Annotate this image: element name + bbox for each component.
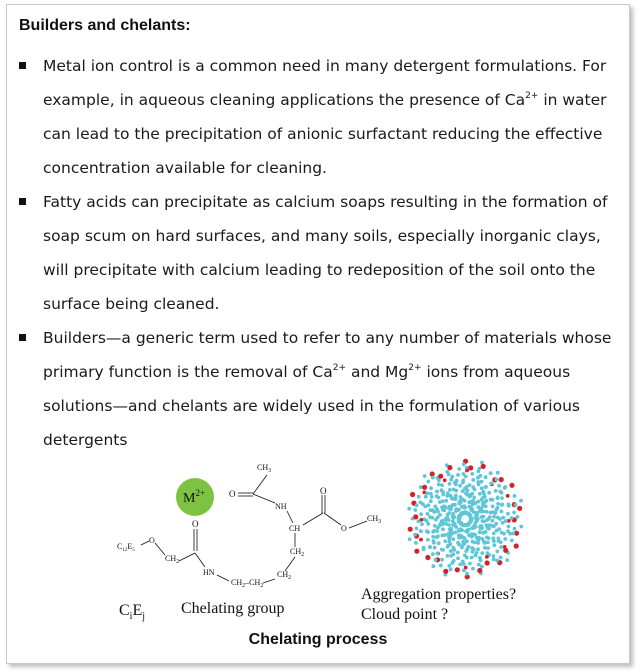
micelle-bead	[454, 489, 458, 493]
micelle-bead	[489, 482, 493, 486]
oxygen-label: O	[320, 486, 327, 496]
micelle-bead	[448, 527, 452, 531]
micelle-bead	[468, 465, 473, 470]
micelle-bead	[462, 463, 466, 467]
micelle-bead	[413, 533, 417, 537]
micelle-bead	[438, 513, 442, 517]
bullet-text: Builders—a generic term used to refer to any number of materials whose primary function is the removal of Ca	[43, 329, 612, 381]
micelle-bead	[440, 483, 444, 487]
micelle-bead	[461, 560, 465, 564]
micelle-bead	[417, 495, 421, 499]
micelle-bead	[413, 514, 418, 519]
micelle-bead	[440, 558, 444, 562]
oxygen-label: O	[341, 524, 347, 533]
micelle-bead	[439, 564, 443, 568]
micelle-bead	[449, 549, 453, 553]
micelle-bead	[457, 534, 461, 538]
superscript: 2+	[525, 91, 539, 101]
micelle-bead	[475, 516, 479, 520]
micelle-bead	[461, 481, 465, 485]
micelle-bead	[468, 562, 472, 566]
micelle-bead	[413, 508, 417, 512]
micelle-bead	[434, 558, 438, 562]
micelle-bead	[500, 510, 504, 514]
micelle-bead	[500, 496, 504, 500]
micelle-bead	[485, 536, 489, 540]
bullet-text: and Mg	[346, 363, 409, 381]
micelle-bead	[499, 477, 504, 482]
micelle-bead	[472, 496, 476, 500]
micelle-bead	[499, 556, 503, 560]
micelle-bead	[422, 485, 427, 490]
micelle-bead	[509, 483, 514, 488]
micelle-bead	[496, 496, 500, 500]
micelle-bead	[457, 508, 461, 512]
micelle-bead	[500, 531, 504, 535]
micelle-bead	[457, 528, 461, 532]
micelle-bead	[432, 539, 436, 543]
micelle-bead	[433, 505, 437, 509]
micelle-bead	[446, 554, 450, 558]
micelle-bead	[506, 512, 510, 516]
micelle-bead	[480, 486, 484, 490]
micelle-bead	[426, 538, 430, 542]
micelle-bead	[492, 558, 496, 562]
micelle-bead	[494, 511, 498, 515]
micelle-bead	[501, 516, 505, 520]
micelle-bead	[414, 549, 419, 554]
micelle-bead	[422, 548, 426, 552]
ch3-right-label: $CH_3$	[367, 514, 382, 525]
micelle-bead	[500, 491, 504, 495]
micelle-bead	[513, 527, 517, 531]
micelle-bead	[443, 569, 448, 574]
micelle-bead	[463, 554, 467, 558]
micelle-bead	[445, 494, 449, 498]
bullet-item-metal-ion	[17, 49, 623, 185]
micelle-bead	[476, 476, 480, 480]
micelle-bead	[458, 484, 462, 488]
micelle-bead	[425, 555, 430, 560]
micelle-bead	[497, 539, 501, 543]
micelle-bead	[483, 495, 487, 499]
micelle-bead	[444, 522, 448, 526]
micelle-bead	[451, 519, 455, 523]
chelating-process-figure	[95, 451, 555, 631]
micelle-bead	[458, 563, 462, 567]
micelle-bead	[489, 498, 493, 502]
micelle-bead	[495, 478, 499, 482]
micelle-bead	[449, 494, 453, 498]
superscript: 2+	[408, 363, 422, 373]
bullet-text: in water can lead to the precipitation of anionic surfactant reducing the effective concentration available for cleaning.	[43, 91, 607, 177]
micelle-bead	[437, 541, 441, 545]
micelle-bead	[437, 479, 441, 483]
ch3-top-label: $CH_3$	[257, 463, 272, 474]
micelle-bead	[443, 533, 447, 537]
micelle-bead	[414, 541, 418, 545]
micelle-bead	[513, 494, 517, 498]
micelle-bead	[478, 556, 482, 560]
micelle-bead	[455, 479, 459, 483]
cloud-point-label: Cloud point ?	[361, 606, 449, 623]
square-bullet-icon	[19, 198, 26, 205]
micelle-bead	[419, 529, 423, 533]
micelle-bead	[423, 474, 427, 478]
micelle-bead	[447, 511, 451, 515]
micelle-bead	[476, 547, 480, 551]
micelle-bead	[433, 524, 437, 528]
micelle-bead	[456, 541, 460, 545]
figure-caption: Chelating process	[248, 631, 388, 648]
micelle-bead	[473, 501, 477, 505]
micelle-bead	[443, 478, 447, 482]
micelle-bead	[448, 482, 452, 486]
ch2-label: $CH_2$	[165, 554, 180, 565]
micelle-bead	[464, 566, 468, 570]
micelle-bead	[429, 499, 433, 503]
micelle-bead	[431, 552, 435, 556]
micelle-bead	[420, 522, 424, 526]
micelle-bead	[421, 502, 425, 506]
micelle-bead	[447, 564, 451, 568]
micelle-bead	[486, 551, 490, 555]
micelle-bead	[471, 567, 475, 571]
micelle-bead	[490, 524, 494, 528]
micelle-bead	[507, 503, 511, 507]
micelle-bead	[480, 551, 484, 555]
micelle-bead	[415, 527, 419, 531]
micelle-bead	[503, 485, 507, 489]
micelle-bead	[428, 545, 432, 549]
micelle-bead	[499, 545, 503, 549]
micelle-bead	[435, 552, 439, 556]
micelle-bead	[505, 558, 509, 562]
micelle-bead	[519, 499, 523, 503]
micelle-bead	[491, 505, 495, 509]
bullet-item-builders	[17, 321, 623, 457]
micelle-bead	[489, 511, 493, 515]
micelle-bead	[465, 469, 469, 473]
micelle-bead	[470, 526, 474, 530]
micelle-bead	[477, 563, 481, 567]
micelle-bead	[500, 503, 504, 507]
micelle-bead	[430, 495, 434, 499]
micelle-bead	[410, 492, 415, 497]
micelle-bead	[478, 525, 482, 529]
micelle-bead	[487, 527, 491, 531]
micelle-bead	[496, 502, 500, 506]
micelle-bead	[494, 489, 498, 493]
bullet-text: ions from aqueous solutions—and chelants are widely used in the formulation of various detergents	[43, 363, 580, 449]
micelle-bead	[453, 503, 457, 507]
micelle-bead	[503, 548, 508, 553]
micelle-bead	[485, 510, 489, 514]
oxygen-label: O	[149, 536, 155, 545]
micelle-bead	[469, 493, 473, 497]
micelle-bead	[493, 543, 497, 547]
micelle-bead	[447, 465, 452, 470]
micelle-bead	[470, 472, 474, 476]
metal-ion-label: $M^{2+}$	[183, 488, 206, 506]
micelle-bead	[468, 483, 472, 487]
micelle-bead	[408, 527, 413, 532]
micelle-bead	[510, 516, 514, 520]
micelle-bead	[419, 538, 423, 542]
micelle-bead	[492, 515, 496, 519]
micelle-bead	[496, 550, 500, 554]
micelle-bead	[444, 516, 448, 520]
micelle-bead	[484, 485, 488, 489]
micelle-bead	[426, 530, 430, 534]
micelle-bead	[477, 568, 482, 573]
micelle-bead	[517, 506, 522, 511]
micelle-bead	[483, 546, 487, 550]
micelle-bead	[433, 546, 437, 550]
bullet-item-fatty-acids	[17, 185, 623, 321]
micelle-bead	[452, 552, 456, 556]
micelle-bead	[471, 478, 475, 482]
square-bullet-icon	[19, 62, 26, 69]
micelle-bead	[475, 551, 479, 555]
micelle-bead	[486, 541, 490, 545]
micelle-bead	[461, 540, 465, 544]
bullet-text: Metal ion control is a common need in many detergent formulations. For example, in aqueous cleaning applications the presence of Ca	[43, 57, 607, 109]
micelle-bead	[430, 516, 434, 520]
micelle-bead	[471, 533, 475, 537]
micelle-bead	[485, 523, 489, 527]
micelle-bead	[514, 543, 519, 548]
micelle-bead	[427, 480, 431, 484]
micelle-bead	[431, 508, 435, 512]
micelle-bead	[467, 533, 471, 537]
micelle-bead	[495, 559, 499, 563]
micelle-bead	[506, 529, 510, 533]
micelle-bead	[465, 572, 469, 576]
micelle-bead	[452, 559, 456, 563]
micelle-bead	[451, 537, 455, 541]
micelle-bead	[514, 503, 518, 507]
micelle-bead	[447, 472, 451, 476]
micelle-bead	[511, 532, 515, 536]
micelle-bead	[425, 491, 429, 495]
micelle-bead	[466, 489, 470, 493]
micelle-bead	[503, 537, 507, 541]
cie-label: $C_iE_j$	[119, 602, 146, 622]
micelle-bead	[449, 478, 453, 482]
micelle-bead	[516, 515, 520, 519]
section-heading: Builders and chelants:	[19, 17, 191, 34]
micelle-bead	[482, 515, 486, 519]
micelle-bead	[486, 517, 490, 521]
micelle-bead	[443, 505, 447, 509]
micelle-bead	[455, 567, 460, 572]
micelle-bead	[481, 464, 486, 469]
micelle-bead	[407, 507, 411, 511]
micelle-bead	[457, 467, 461, 471]
micelle-bead	[448, 488, 452, 492]
micelle-bead	[469, 515, 473, 519]
micelle-bead	[431, 476, 435, 480]
micelle-bead	[471, 550, 475, 554]
micelle-bead	[478, 530, 482, 534]
micelle-bead	[441, 499, 445, 503]
micelle-bead	[431, 535, 435, 539]
micelle-bead	[419, 512, 423, 516]
micelle-bead	[425, 519, 429, 523]
micelle-bead	[506, 494, 510, 498]
ch2-label: $CH_2$	[277, 570, 292, 581]
micelle-bead	[489, 471, 493, 475]
micelle-bead	[446, 544, 450, 548]
micelle-bead	[507, 525, 511, 529]
micelle-bead	[454, 495, 458, 499]
micelle-bead	[464, 529, 468, 533]
micelle-bead	[490, 519, 494, 523]
micelle-bead	[426, 512, 430, 516]
bullet-text: Fatty acids can precipitate as calcium soaps resulting in the formation of soap scum on hard surfaces, and many soils, especially inorganic clays, will precipitate with calcium leading to redeposition of the soil onto the surface being cleaned.	[43, 193, 608, 313]
oxygen-label: O	[229, 489, 236, 499]
micelle-bead	[471, 540, 475, 544]
micelle-bead	[432, 564, 436, 568]
micelle-bead	[415, 504, 419, 508]
superscript: 2+	[332, 363, 347, 373]
nh-label: NH	[275, 502, 287, 511]
content-card	[6, 4, 630, 664]
micelle-bead	[492, 532, 496, 536]
micelle-bead	[495, 529, 499, 533]
micelle-bead	[477, 483, 481, 487]
micelle-bead	[408, 537, 412, 541]
micelle-bead	[456, 556, 460, 560]
micelle-bead	[510, 539, 514, 543]
square-bullet-icon	[19, 334, 26, 341]
micelle-bead	[454, 483, 458, 487]
micelle-bead	[441, 527, 445, 531]
micelle-bead	[485, 560, 490, 565]
micelle-bead	[459, 501, 463, 505]
micelle-illustration	[407, 459, 523, 580]
micelle-bead	[483, 500, 487, 504]
micelle-bead	[481, 519, 485, 523]
micelle-bead	[473, 488, 477, 492]
c12e5-label: $C_{12}E_5$	[117, 542, 135, 553]
micelle-bead	[437, 483, 441, 487]
micelle-bead	[452, 546, 456, 550]
micelle-bead	[475, 536, 479, 540]
micelle-bead	[487, 491, 491, 495]
micelle-bead	[424, 495, 428, 499]
micelle-bead	[419, 518, 423, 522]
micelle-bead	[463, 499, 467, 503]
chelating-group-label: Chelating group	[181, 600, 285, 617]
ch2-ch2-label: $CH_2-CH_2$	[231, 578, 264, 589]
ch-label: CH	[289, 524, 301, 533]
micelle-bead	[484, 504, 488, 508]
micelle-bead	[436, 496, 440, 500]
micelle-bead	[456, 551, 460, 555]
micelle-bead	[436, 534, 440, 538]
micelle-bead	[496, 471, 500, 475]
micelle-bead	[480, 480, 484, 484]
bullet-list	[17, 49, 623, 457]
micelle-bead	[512, 511, 516, 515]
micelle-bead	[498, 517, 502, 521]
micelle-bead	[463, 506, 467, 510]
micelle-bead	[484, 475, 488, 479]
micelle-bead	[476, 541, 480, 545]
micelle-bead	[449, 568, 453, 572]
micelle-bead	[470, 546, 474, 550]
micelle-bead	[452, 516, 456, 520]
micelle-bead	[504, 519, 508, 523]
ch2-label: $CH_2$	[290, 547, 305, 558]
micelle-bead	[433, 529, 437, 533]
micelle-bead	[464, 475, 468, 479]
micelle-bead	[460, 546, 464, 550]
micelle-bead	[441, 548, 445, 552]
micelle-bead	[481, 531, 485, 535]
micelle-bead	[476, 469, 480, 473]
micelle-bead	[436, 510, 440, 514]
micelle-bead	[465, 547, 469, 551]
micelle-bead	[482, 539, 486, 543]
oxygen-label: O	[192, 519, 199, 529]
micelle-bead	[429, 486, 433, 490]
micelle-bead	[497, 484, 501, 488]
hn-label: HN	[203, 568, 215, 577]
micelle-bead	[438, 474, 443, 479]
micelle-bead	[481, 510, 485, 514]
micelle-bead	[492, 554, 496, 558]
micelle-bead	[480, 498, 484, 502]
micelle-bead	[485, 555, 489, 559]
micelle-bead	[426, 503, 430, 507]
micelle-bead	[519, 525, 523, 529]
micelle-bead	[444, 499, 448, 503]
micelle-bead	[435, 490, 439, 494]
micelle-bead	[470, 556, 474, 560]
micelle-bead	[456, 473, 460, 477]
micelle-bead	[451, 512, 455, 516]
micelle-bead	[451, 523, 455, 527]
aggregation-label: Aggregation properties?	[361, 586, 517, 603]
micelle-bead	[443, 539, 447, 543]
micelle-bead	[491, 536, 495, 540]
micelle-bead	[441, 490, 445, 494]
micelle-bead	[478, 492, 482, 496]
